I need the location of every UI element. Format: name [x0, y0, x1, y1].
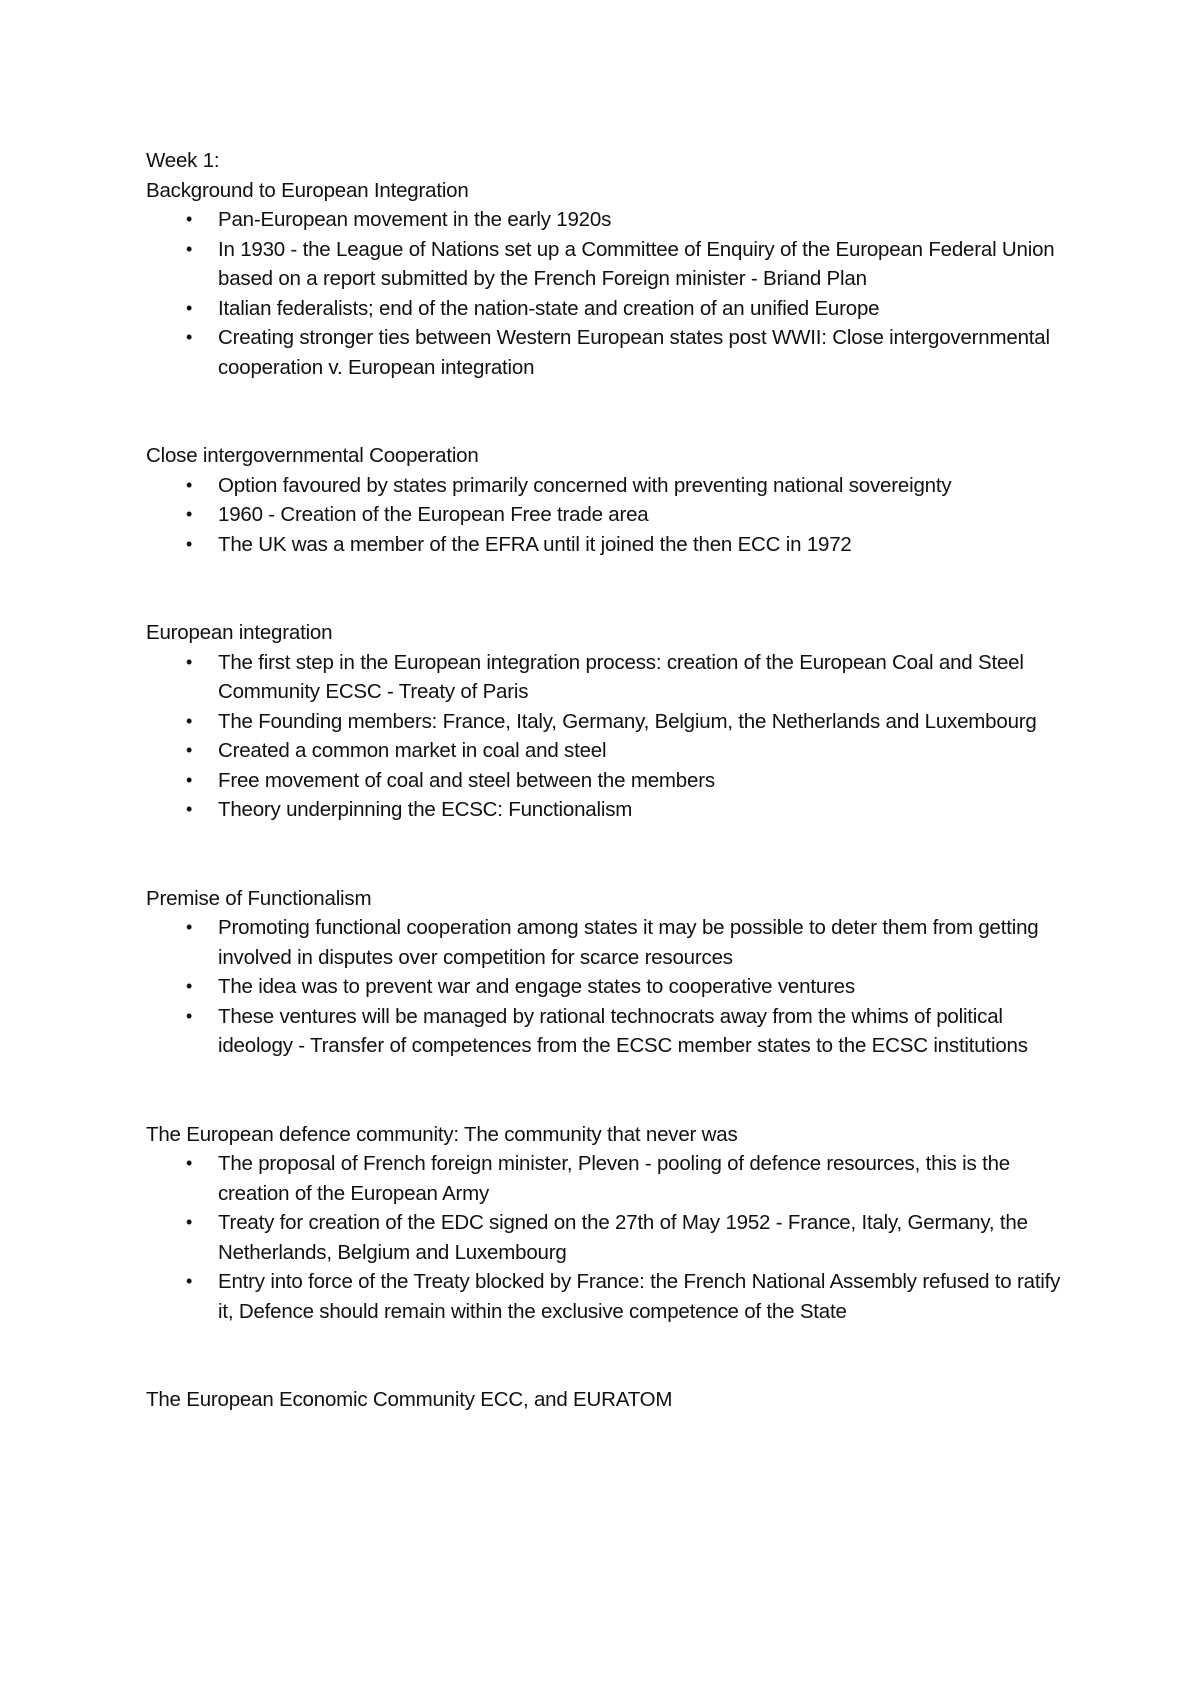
list-item [146, 707, 1076, 737]
list-item [146, 1002, 1076, 1061]
section-heading: Background to European Integration [146, 178, 469, 202]
list-item-text: Pan-European movement in the early 1920s [218, 208, 612, 231]
bullet-icon: • [186, 504, 193, 524]
list-item-text: In 1930 - the League of Nations set up a Committee of Enquiry of the European Federal Union based on a report submitted by the French Foreign minister - Briand Plan [218, 237, 1055, 290]
bullet-icon: • [186, 769, 193, 790]
bullet-icon: • [186, 533, 193, 554]
bullet-icon: • [186, 1005, 193, 1026]
list-item [146, 648, 1076, 707]
list-item [146, 471, 1076, 501]
section-intergovernmental [146, 441, 1076, 559]
list-item-text: The idea was to prevent war and engage states to cooperative ventures [218, 975, 855, 998]
section-spacer [146, 825, 1076, 884]
section-spacer [146, 559, 1076, 618]
bullet-icon: • [186, 917, 193, 937]
bullet-list [146, 648, 1076, 825]
list-item [146, 294, 1076, 324]
list-item-text: 1960 - Creation of the European Free trade area [218, 503, 649, 526]
bullet-icon: • [186, 976, 193, 996]
list-item-text: The UK was a member of the EFRA until it joined the then ECC in 1972 [218, 532, 852, 556]
section-heading: The European defence community: The community that never was [146, 1122, 738, 1146]
section-heading: European integration [146, 621, 333, 644]
section-functionalism [146, 884, 1076, 1061]
bullet-icon: • [186, 1271, 193, 1291]
list-item [146, 1149, 1076, 1208]
list-item [146, 235, 1076, 294]
section-european-integration [146, 618, 1076, 825]
bullet-icon: • [186, 799, 193, 819]
list-item-text: Entry into force of the Treaty blocked by France: the French National Assembly refused to ratify it, Defence should remain within the exclusive competence of the State [218, 1270, 1061, 1323]
section-spacer [146, 1061, 1076, 1120]
list-item [146, 323, 1076, 382]
section-heading: Premise of Functionalism [146, 886, 372, 910]
list-item-text: The proposal of French foreign minister, Pleven - pooling of defence resources, this is the creation of the European Army [218, 1152, 1010, 1205]
bullet-list [146, 1149, 1076, 1326]
list-item [146, 766, 1076, 796]
section-spacer [146, 382, 1076, 441]
list-item-text: Free movement of coal and steel between the members [218, 768, 715, 792]
list-item [146, 205, 1076, 235]
list-item-text: Promoting functional cooperation among states it may be possible to deter them from getting involved in disputes over competition for scarce resources [218, 916, 1039, 969]
section-background [146, 176, 1076, 383]
section-heading: The European Economic Community ECC, and EURATOM [146, 1388, 673, 1411]
bullet-list [146, 205, 1076, 382]
list-item-text: Italian federalists; end of the nation-state and creation of an unified Europe [218, 296, 880, 320]
list-item [146, 1208, 1076, 1267]
bullet-icon: • [186, 327, 193, 347]
list-item [146, 530, 1076, 560]
bullet-icon: • [186, 297, 193, 318]
bullet-icon: • [186, 1153, 193, 1173]
list-item-text: These ventures will be managed by rational technocrats away from the whims of political ideology - Transfer of competences from the ECSC member states to the ECSC institutions [218, 1004, 1028, 1057]
bullet-list [146, 913, 1076, 1061]
week-label: Week 1: [146, 149, 220, 172]
list-item-text: Creating stronger ties between Western European states post WWII: Close intergovernmental cooperation v. European integration [218, 326, 1050, 379]
section-heading: Close intergovernmental Cooperation [146, 444, 479, 467]
bullet-icon: • [186, 710, 193, 731]
list-item-text: Created a common market in coal and steel [218, 739, 607, 762]
section-eec-euratom [146, 1385, 1076, 1415]
list-item-text: Treaty for creation of the EDC signed on the 27th of May 1952 - France, Italy, Germany, the Netherlands, Belgium and Luxembourg [218, 1211, 1028, 1264]
bullet-icon: • [186, 209, 193, 229]
document-page [146, 146, 1076, 1415]
bullet-icon: • [186, 740, 193, 760]
list-item [146, 972, 1076, 1002]
bullet-icon: • [186, 651, 193, 672]
section-defence-community [146, 1120, 1076, 1327]
list-item-text: Theory underpinning the ECSC: Functionalism [218, 798, 633, 821]
list-item-text: The Founding members: France, Italy, Germany, Belgium, the Netherlands and Luxembourg [218, 709, 1037, 733]
list-item [146, 1267, 1076, 1326]
list-item-text: Option favoured by states primarily concerned with preventing national sovereignty [218, 473, 952, 497]
list-item [146, 795, 1076, 825]
bullet-list [146, 471, 1076, 560]
bullet-icon: • [186, 238, 193, 259]
bullet-icon: • [186, 1212, 193, 1232]
list-item [146, 736, 1076, 766]
bullet-icon: • [186, 474, 193, 495]
section-spacer [146, 1326, 1076, 1385]
list-item [146, 913, 1076, 972]
list-item-text: The first step in the European integration process: creation of the European Coal and Steel Community ECSC - Treaty of Paris [218, 650, 1024, 703]
list-item [146, 500, 1076, 530]
